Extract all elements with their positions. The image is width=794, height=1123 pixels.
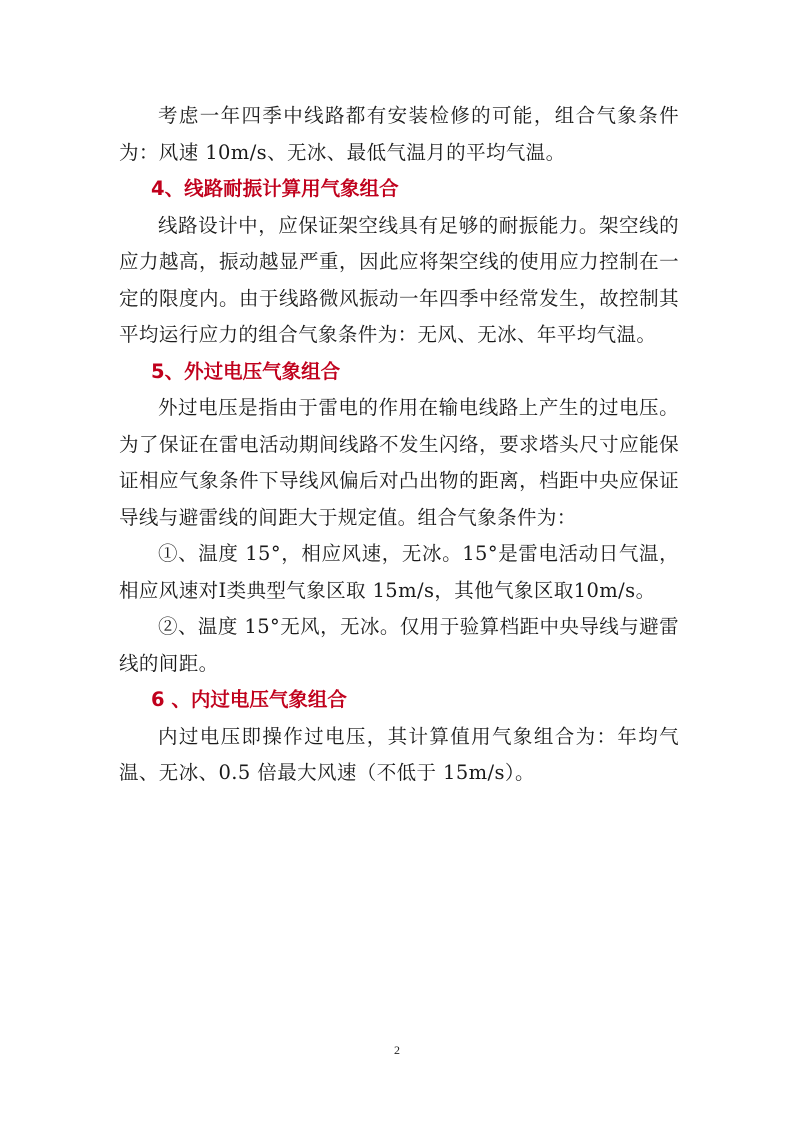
paragraph: 考虑一年四季中线路都有安装检修的可能，组合气象条件为：风速 10m/s、无冰、最低气温月的平均气温。 xyxy=(119,104,679,164)
paragraph: 内过电压即操作过电压，其计算值用气象组合为：年均气温、无冰、0.5 倍最大风速（不低于 15m/s）。 xyxy=(119,724,679,784)
section-heading: 4、线路耐振计算用气象组合 xyxy=(151,177,399,200)
section-heading: 6 、内过电压气象组合 xyxy=(151,688,347,711)
page-number: 2 xyxy=(394,1043,400,1057)
paragraph: 线路设计中，应保证架空线具有足够的耐振能力。架空线的应力越高，振动越显严重，因此应将架空线的使用应力控制在一定的限度内。由于线路微风振动一年四季中经常发生，故控制其平均运行应力的组合气象条件为：无风、无冰、年平均气温。 xyxy=(119,213,679,346)
list-item: ①、温度 15°，相应风速，无冰。15°是雷电活动日气温，相应风速对Ⅰ类典型气象区取 15m/s，其他气象区取10m/s。 xyxy=(119,542,679,602)
list-item: ②、温度 15°无风，无冰。仅用于验算档距中央导线与避雷线的间距。 xyxy=(119,615,679,675)
document-body xyxy=(119,98,679,792)
paragraph: 外过电压是指由于雷电的作用在输电线路上产生的过电压。为了保证在雷电活动期间线路不发生闪络，要求塔头尺寸应能保证相应气象条件下导线风偏后对凸出物的距离，档距中央应保证导线与避雷线的间距大于规定值。组合气象条件为： xyxy=(119,396,679,529)
section-heading: 5、外过电压气象组合 xyxy=(151,359,341,383)
